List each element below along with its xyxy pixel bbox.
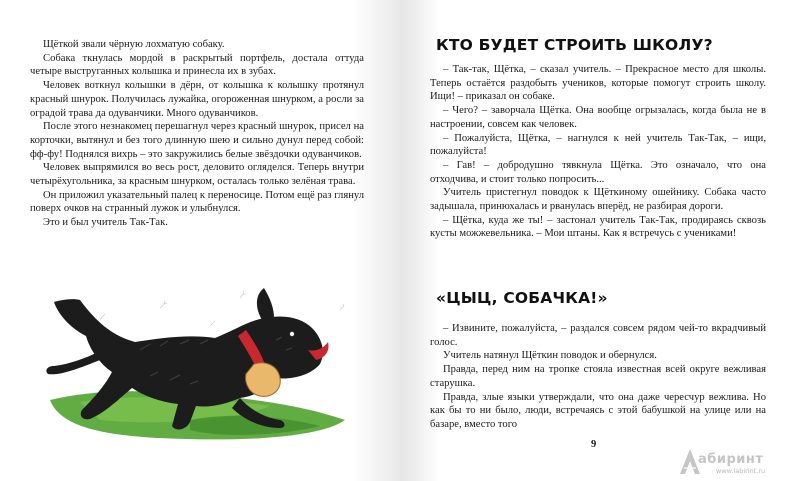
paragraph: Щёткой звали чёрную лохматую собаку.	[43, 39, 225, 50]
paragraph: – Так-так, Щётка, – сказал учитель. – Прекрасное место для школы. Теперь остаётся раздобыть учеников, которые помогут строить школу. Ищи! – приказал он собаке.	[430, 64, 766, 103]
dog-bag	[246, 363, 281, 397]
paragraph: Правда, перед ним на тропке стояла известная всей округе вежливая старушка.	[430, 364, 766, 389]
paragraph: После этого незнакомец перешагнул через красный шнурок, присел на корточки, вытянул и без того длинную шею и сильно дунул перед собой: фф-фу! Поднялся вихрь – это закружились белые звёздочки одуванчиков.	[30, 121, 364, 160]
paragraph: Учитель натянул Щёткин поводок и обернулся.	[443, 350, 657, 362]
watermark-url: www.labirint.ru	[716, 467, 766, 475]
page-number: 9	[591, 439, 597, 450]
paragraph: Правда, злые языки утверждали, что она даже чересчур вежлива. Но как бы то ни было, люди, встречаясь с этой бабушкой на улице или на базаре, вместо того	[430, 391, 766, 430]
watermark	[676, 446, 796, 476]
paragraph: – Гав! – добродушно тявкнула Щётка. Это означало, что она отходчива, и стоит только попросить...	[430, 159, 766, 185]
left-text-column	[30, 38, 364, 230]
paragraph: Человек выпрямился во весь рост, деловито огляделся. Теперь внутри четырёхугольника, за красным шнурком, осталась только зелёная трава.	[30, 162, 364, 188]
dog-illustration	[40, 280, 360, 450]
dog-ear	[257, 288, 274, 320]
right-text-column-1	[430, 63, 766, 241]
paragraph: – Пожалуйста, Щётка, – нагнулся к ней учитель Так-Так, – ищи, пожалуйста!	[430, 132, 766, 158]
dog-eye	[290, 332, 294, 336]
paragraph: Человек воткнул колышки в дёрн, от колышка к колышку протянул красный шнурок. Получилась лужайка, огороженная шнурком, а росли за оградой трава да одуванчики. Много одуванчиков.	[30, 80, 364, 119]
paragraph: – Извините, пожалуйста, – раздался совсем рядом чей-то вкрадчивый голос.	[430, 323, 766, 348]
chapter-heading: «ЦЫЦ, СОБАЧКА!»	[436, 289, 608, 307]
watermark-text: абиринт	[698, 452, 764, 467]
right-page	[400, 0, 800, 481]
paragraph: Это и был учитель Так-Так.	[43, 217, 168, 229]
paragraph: Собака ткнулась мордой в раскрытый портфель, достала оттуда четыре выструганных колышка и принесла их в зубах.	[30, 52, 364, 78]
paragraph: Он приложил указательный палец к переносице. Потом ещё раз глянул поверх очков на странный лужок и улыбнулся.	[30, 189, 364, 215]
chapter-heading: КТО БУДЕТ СТРОИТЬ ШКОЛУ?	[436, 36, 713, 54]
paragraph: – Щётка, куда же ты! – застонал учитель Так-Так, продираясь сквозь кусты можжевельника. – Мои штаны. Как я встречусь с учениками!	[430, 214, 766, 240]
right-text-column-2	[430, 322, 766, 432]
paragraph: Учитель пристегнул поводок к Щёткиному ошейнику. Собака часто задышала, принюхалась и рванулась вперёд, не разбирая дороги.	[430, 187, 766, 213]
paragraph: – Чего? – заворчала Щётка. Она вообще огрызалась, когда была не в настроении, совсем как человек.	[430, 105, 766, 130]
